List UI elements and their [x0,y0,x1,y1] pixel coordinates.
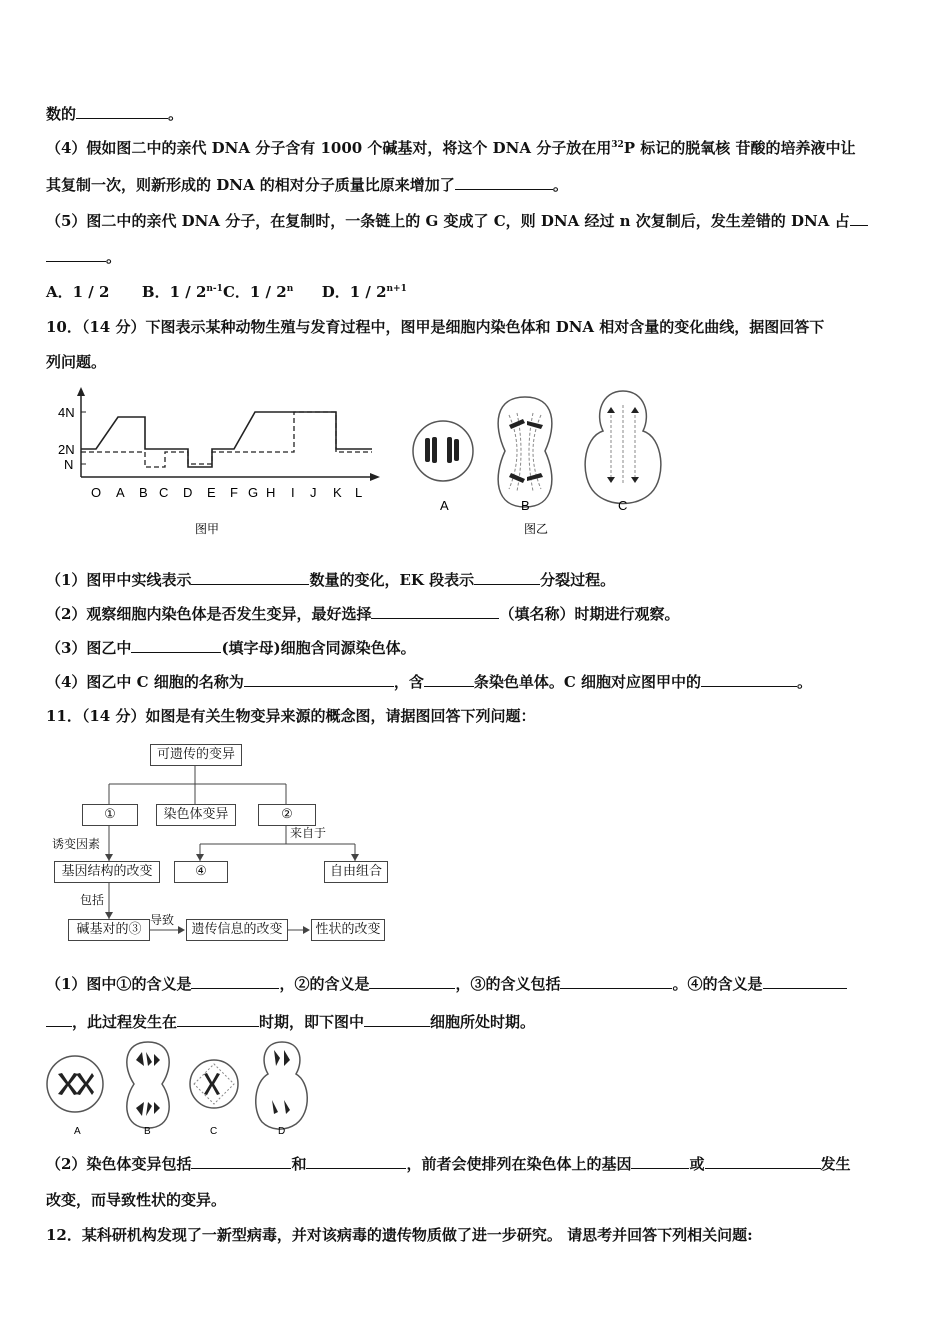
x-label: K [333,485,342,500]
graph-jia [50,385,385,540]
cell-c [585,391,661,504]
q9-p5-line2: 。 [46,246,121,267]
answer-blank[interactable] [705,1154,821,1169]
q9-options [46,281,407,302]
concept-base-pair: 碱基对的③ [68,919,150,941]
x-label: B [139,485,148,500]
x-label: D [183,485,193,500]
graph-caption: 图甲 [195,522,220,536]
y-label-n: N [64,457,74,472]
cells-caption: 图乙 [524,522,549,536]
q11-s2-line1: （2）染色体变异包括 和 ，前者会使排列在染色体上的基因 或 发生 [46,1155,851,1173]
q10-s1: （1）图甲中实线表示 数量的变化，EK 段表示 分裂过程。 [46,571,616,589]
q10-heading: 10．（14 分）下图表示某种动物生殖与发育过程中，图甲是细胞内染色体和 DNA 相对含量的变化曲线，据图回答下 [46,318,825,336]
cell-label-a: A [74,1126,81,1137]
chromosome-curve [81,412,372,467]
label-from: 来自于 [290,826,327,840]
x-label: A [116,485,125,500]
concept-node-1: ① [82,804,138,826]
cell-label-d: D [278,1126,286,1137]
concept-root: 可遗传的变异 [150,744,242,766]
cell-d [256,1042,308,1129]
answer-blank[interactable] [474,570,540,585]
concept-genetic-info: 遗传信息的改变 [186,919,288,941]
y-label-2n: 2N [58,442,75,457]
cell-label-a: A [440,498,449,513]
answer-blank[interactable] [763,974,847,989]
answer-blank[interactable] [631,1154,689,1169]
x-label: I [291,485,295,500]
x-label: E [207,485,216,500]
x-label: O [91,485,102,500]
dna-curve [81,412,372,467]
label-lead-to: 导致 [150,913,175,927]
answer-blank[interactable] [850,211,868,226]
answer-blank[interactable] [424,672,474,687]
cell-label-c: C [210,1126,218,1137]
answer-blank[interactable] [177,1012,259,1027]
answer-blank[interactable] [191,570,309,585]
answer-blank[interactable] [244,672,394,687]
answer-blank[interactable] [560,974,672,989]
answer-blank[interactable] [46,1012,72,1027]
q12-heading: 12．某科研机构发现了一新型病毒，并对该病毒的遗传物质做了进一步研究。 请思考并回答下列相关问题: [46,1226,753,1244]
answer-blank[interactable] [306,1154,406,1169]
x-label: L [355,485,363,500]
q9-line1: 数的 。 [46,105,184,123]
concept-gene-structure: 基因结构的改变 [54,861,160,883]
concept-node-4: ④ [174,861,228,883]
q11-s1-line1: （1）图中①的含义是 ，②的含义是 ，③的含义包括 。④的含义是 [46,973,847,994]
answer-blank[interactable] [701,672,797,687]
x-label: C [159,485,169,500]
q10-s4: （4）图乙中 C 细胞的名称为 ，含 条染色单体。C 细胞对应图甲中的 。 [46,673,813,691]
concept-chromosome: 染色体变异 [156,804,236,826]
y-label-4n: 4N [58,405,75,420]
x-label: F [230,485,238,500]
x-labels [91,485,362,500]
answer-blank[interactable] [131,638,221,653]
q10-s3: （3）图乙中 (填字母)细胞含同源染色体。 [46,639,416,657]
cell-b [498,397,552,507]
concept-trait: 性状的改变 [311,919,385,941]
x-label: J [310,485,317,500]
cell-a [413,421,473,481]
answer-blank[interactable] [369,974,455,989]
answer-blank[interactable] [191,974,279,989]
option-c[interactable]: C．1 / 2$^n$ [222,283,294,301]
option-b[interactable]: B．1 / 2$^{n-1}$ [141,283,223,301]
answer-blank[interactable] [191,1154,291,1169]
q11-s1-line2: ，此过程发生在 时期，即下图中 细胞所处时期。 [46,1011,535,1032]
cell-label-b: B [144,1126,151,1137]
answer-blank[interactable] [455,175,553,190]
label-mutagen: 诱变因素 [52,837,101,851]
answer-blank[interactable] [364,1012,430,1027]
q9-p5-line1: （5）图二中的亲代 DNA 分子，在复制时，一条链上的 G 变成了 C，则 DNA 经过 n 次复制后，发生差错的 DNA 占 [46,210,868,231]
concept-node-2: ② [258,804,316,826]
answer-blank[interactable] [76,104,168,119]
concept-free-combination: 自由组合 [324,861,388,883]
x-label: G [248,485,259,500]
q9-p4-line1: （4）假如图二中的亲代 DNA 分子含有 1000 个碱基对，将这个 DNA 分子放在用$^{32}$P 标记的脱氧核 苷酸的培养液中让 [46,139,856,157]
cell-label-c: C [618,498,628,513]
cell-label-b: B [521,498,530,513]
q11-s2-line2: 改变，而导致性状的变异。 [46,1191,227,1209]
q10-s2: （2）观察细胞内染色体是否发生变异，最好选择 （填名称）时期进行观察。 [46,605,680,623]
label-include: 包括 [80,893,105,907]
cells-yi [405,385,675,540]
answer-blank[interactable] [46,247,106,262]
q9-p4-line2: 其复制一次，则新形成的 DNA 的相对分子质量比原来增加了 。 [46,176,568,194]
concept-connectors [50,740,395,945]
cell-a [47,1056,103,1112]
cell-b [127,1042,169,1128]
x-label: H [266,485,276,500]
x-axis-arrow [370,473,380,481]
q10-heading-cont: 列问题。 [46,353,107,371]
y-axis-arrow [77,387,85,396]
cell-c [190,1060,238,1108]
concept-map [50,740,395,945]
q11-cells [44,1038,314,1143]
q11-heading: 11．（14 分）如图是有关生物变异来源的概念图，请据图回答下列问题： [46,707,536,725]
answer-blank[interactable] [371,604,499,619]
option-d[interactable]: D．$1 / 2^{n+1}$ [321,283,407,301]
option-a[interactable]: A．1 / 2 [46,283,110,301]
